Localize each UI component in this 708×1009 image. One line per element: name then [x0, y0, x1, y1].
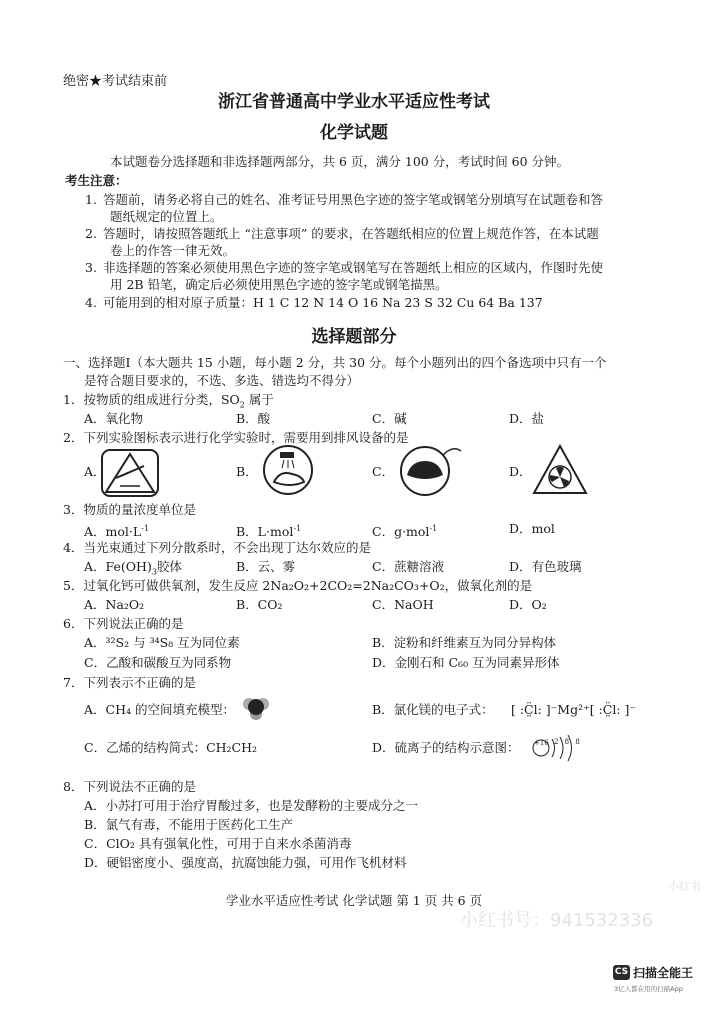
- notice-item: [85, 191, 603, 209]
- question-1-stem: 1．按物质的组成进行分类，$SO_2$ 属于: [63, 392, 274, 410]
- intro-text: 本试题卷分选择题和非选择题两部分，共 6 页，满分 100 分，考试时间 60 分钟。: [110, 154, 570, 169]
- notice-text: 答题前，请务必将自己的姓名、准考证号用黑色字迹的签字笔或钢笔分别填写在试题卷和答: [103, 192, 604, 207]
- camscanner-logo: CS: [613, 965, 630, 980]
- electron-shells: 2 8 8: [554, 738, 582, 746]
- option-a: A．$Fe(OH)_3$胶体: [84, 559, 182, 577]
- option-b: B．淀粉和纤维素互为同分异构体: [372, 635, 557, 650]
- question-6-stem: 6．下列说法正确的是: [63, 616, 184, 631]
- option-c: C．ClO₂ 具有强氧化性，可用于自来水杀菌消毒: [84, 836, 352, 851]
- page-footer: 学业水平适应性考试 化学试题 第 1 页 共 6 页: [225, 893, 483, 908]
- part-instruction: 一、选择题Ⅰ（本大题共 15 小题，每小题 2 分，共 30 分。每个小题列出的四个备选项中只有一个: [63, 355, 607, 370]
- option-a: A．Na₂O₂: [84, 597, 145, 612]
- option-b: B．氯化镁的电子式：: [372, 702, 494, 717]
- option-b: B．酸: [236, 411, 271, 426]
- heating-icon: [395, 443, 465, 497]
- notice-num: 2.: [85, 226, 97, 241]
- option-d: D．金刚石和 C₆₀ 互为同素异形体: [372, 655, 560, 670]
- notice-text: 题纸规定的位置上。: [110, 209, 223, 224]
- option-c: C．g·mol$^{-1}$: [372, 524, 438, 540]
- notice-text: 非选择题的答案必须使用黑色字迹的签字笔或钢笔写在答题纸上相应的区域内，作图时先使: [103, 260, 604, 275]
- section-title: 选择题部分: [311, 327, 397, 347]
- wash-hands-icon: [262, 444, 314, 496]
- notice-num: 1.: [85, 192, 97, 207]
- part-instruction: 是符合题目要求的，不选、多选、错选均不得分）: [84, 373, 360, 388]
- option-b: B．L·mol$^{-1}$: [236, 524, 302, 540]
- question-3-stem: 3．物质的量浓度单位是: [63, 502, 196, 517]
- question-8-stem: 8．下列说法不正确的是: [63, 779, 196, 794]
- notice-heading: 考生注意：: [65, 173, 128, 188]
- ch4-space-filling-model-icon: [241, 694, 271, 722]
- notice-text: 答题时，请按照答题纸上 “注意事项” 的要求，在答题纸相应的位置上规范作答，在本试题: [103, 226, 599, 241]
- notice-num: 4.: [85, 295, 97, 310]
- option-a: A．³²S₂ 与 ³⁴S₈ 互为同位素: [84, 635, 240, 650]
- camscanner-slogan: 3亿人都在用的扫描App: [614, 985, 683, 993]
- option-a: A．$mol\cdot L^{-1}$: [84, 524, 149, 540]
- option-b: B．CO₂: [236, 597, 283, 612]
- subject-title: 化学试题: [320, 123, 388, 143]
- notice-num: 3.: [85, 260, 97, 275]
- question-7-stem: 7．下列表示不正确的是: [63, 675, 196, 690]
- option-d: D．硫离子的结构示意图：: [372, 740, 520, 755]
- question-5-stem: 5．过氧化钙可做供氧剂，发生反应 2Na₂O₂+2CO₂=2Na₂CO₃+O₂，做氧化剂的是: [63, 578, 533, 593]
- option-a: A．氧化物: [84, 411, 144, 426]
- option-c: C．蔗糖溶液: [372, 559, 445, 574]
- watermark-corner: 小红书: [668, 880, 701, 893]
- notice-item: [85, 294, 543, 312]
- watermark-id: 小红书号：941532336: [460, 910, 654, 931]
- option-a: A．: [84, 464, 106, 479]
- hot-surface-warning-icon: [100, 448, 160, 498]
- mgcl2-electron-formula: [ :C̤̈l: ]⁻Mg²⁺[ :C̤̈l: ]⁻: [511, 702, 636, 717]
- option-c: C．乙烯的结构简式：CH₂CH₂: [84, 740, 258, 755]
- exhaust-fan-icon: [531, 443, 589, 497]
- option-a: A．小苏打可用于治疗胃酸过多，也是发酵粉的主要成分之一: [84, 798, 419, 813]
- option-b: B．氯气有毒，不能用于医药化工生产: [84, 817, 294, 832]
- confidential-label: 绝密★考试结束前: [63, 74, 168, 89]
- camscanner-name: 扫描全能王: [633, 966, 694, 980]
- notice-text: 用 2B 铅笔，确定后必须使用黑色字迹的签字笔或钢笔描黑。: [110, 277, 448, 292]
- option-c: C．: [372, 464, 395, 479]
- option-d: D．盐: [509, 411, 545, 426]
- exam-title: 浙江省普通高中学业水平适应性考试: [218, 92, 490, 112]
- option-d: D．硬铝密度小、强度高，抗腐蚀能力强，可用作飞机材料: [84, 855, 407, 870]
- option-d: D．mol: [509, 521, 555, 536]
- option-c: C．乙酸和碳酸互为同系物: [84, 655, 232, 670]
- question-2-stem: 2．下列实验图标表示进行化学实验时，需要用到排风设备的是: [63, 430, 409, 445]
- option-d: D．有色玻璃: [509, 559, 582, 574]
- notice-item: [85, 225, 599, 243]
- question-4-stem: 4．当光束通过下列分散系时，不会出现丁达尔效应的是: [63, 540, 371, 555]
- option-c: C．碱: [372, 411, 407, 426]
- option-b: B．: [236, 464, 258, 479]
- nucleus-charge: +16: [534, 739, 549, 747]
- notice-item: [85, 259, 603, 277]
- option-c: C．NaOH: [372, 597, 434, 612]
- notice-text: 可能用到的相对原子质量：H 1 C 12 N 14 O 16 Na 23 S 32 Cu 64 Ba 137: [103, 295, 543, 310]
- notice-text: 卷上的作答一律无效。: [110, 243, 236, 258]
- option-d: D．: [509, 464, 532, 479]
- option-d: D．O₂: [509, 597, 547, 612]
- option-b: B．云、雾: [236, 559, 296, 574]
- option-a: A．CH₄ 的空间填充模型：: [84, 702, 235, 717]
